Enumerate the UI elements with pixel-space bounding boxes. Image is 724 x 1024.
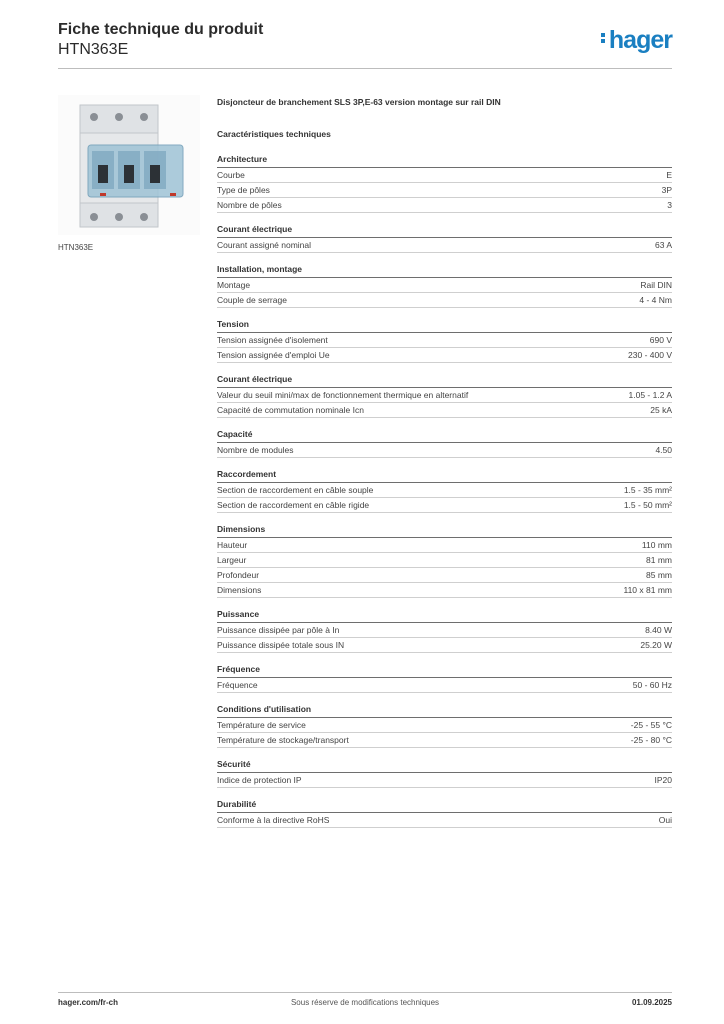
section-title: Capacité — [217, 428, 672, 443]
spec-section — [217, 318, 672, 363]
spec-label: Température de service — [217, 720, 306, 730]
spec-value: 25.20 W — [640, 640, 672, 650]
spec-label: Valeur du seuil mini/max de fonctionnement thermique en alternatif — [217, 390, 469, 400]
spec-row — [217, 293, 672, 308]
spec-section — [217, 373, 672, 418]
logo-dots-icon — [601, 31, 607, 45]
section-title: Installation, montage — [217, 263, 672, 278]
spec-label: Fréquence — [217, 680, 258, 690]
spec-row — [217, 733, 672, 748]
spec-section — [217, 523, 672, 598]
spec-section — [217, 428, 672, 458]
section-title: Sécurité — [217, 758, 672, 773]
spec-value: 1.5 - 35 mm² — [623, 485, 672, 495]
spec-value: 690 V — [649, 335, 672, 345]
spec-section — [217, 223, 672, 253]
spec-row — [217, 718, 672, 733]
header-divider — [58, 68, 672, 69]
spec-section — [217, 153, 672, 213]
spec-value: 3P — [661, 185, 672, 195]
spec-row — [217, 238, 672, 253]
footer-divider — [58, 992, 672, 993]
spec-section — [217, 468, 672, 513]
spec-row — [217, 538, 672, 553]
spec-section — [217, 663, 672, 693]
spec-label: Puissance dissipée totale sous IN — [217, 640, 345, 650]
spec-label: Hauteur — [217, 540, 248, 550]
spec-value: 8.40 W — [645, 625, 672, 635]
spec-row — [217, 623, 672, 638]
spec-label: Courant assigné nominal — [217, 240, 312, 250]
spec-label: Dimensions — [217, 585, 262, 595]
spec-value: 110 x 81 mm — [623, 585, 672, 595]
spec-label: Largeur — [217, 555, 247, 565]
spec-value: 81 mm — [646, 555, 672, 565]
footer-website[interactable]: hager.com/fr-ch — [58, 998, 119, 1007]
spec-value: 3 — [667, 200, 672, 210]
spec-label: Type de pôles — [217, 185, 270, 195]
section-title: Architecture — [217, 153, 672, 168]
spec-row — [217, 813, 672, 828]
spec-label: Section de raccordement en câble souple — [217, 485, 374, 495]
spec-section — [217, 263, 672, 308]
spec-label: Capacité de commutation nominale Icn — [217, 405, 364, 415]
section-title: Courant électrique — [217, 373, 672, 388]
section-title: Puissance — [217, 608, 672, 623]
spec-value: -25 - 55 °C — [630, 720, 672, 730]
spec-value: IP20 — [654, 775, 672, 785]
spec-label: Courbe — [217, 170, 245, 180]
footer-date: 01.09.2025 — [631, 998, 672, 1007]
hager-logo[interactable] — [601, 26, 672, 55]
spec-value: -25 - 80 °C — [630, 735, 672, 745]
spec-row — [217, 333, 672, 348]
spec-label: Section de raccordement en câble rigide — [217, 500, 370, 510]
spec-row — [217, 583, 672, 598]
product-image — [58, 95, 200, 235]
spec-label: Puissance dissipée par pôle à In — [217, 625, 340, 635]
spec-label: Profondeur — [217, 570, 260, 580]
section-title: Conditions d'utilisation — [217, 703, 672, 718]
spec-content — [217, 96, 672, 828]
spec-value: 63 A — [654, 240, 672, 250]
spec-label: Conforme à la directive RoHS — [217, 815, 330, 825]
section-title: Dimensions — [217, 523, 672, 538]
logo-text: hager — [608, 26, 672, 54]
spec-label: Nombre de pôles — [217, 200, 282, 210]
spec-label: Montage — [217, 280, 251, 290]
page-header — [58, 20, 672, 70]
spec-value: 25 kA — [650, 405, 672, 415]
section-title: Courant électrique — [217, 223, 672, 238]
section-title: Fréquence — [217, 663, 672, 678]
spec-row — [217, 483, 672, 498]
spec-value: Rail DIN — [640, 280, 672, 290]
spec-section — [217, 703, 672, 748]
spec-row — [217, 498, 672, 513]
spec-value: 4.50 — [655, 445, 672, 455]
spec-row — [217, 198, 672, 213]
section-title: Tension — [217, 318, 672, 333]
spec-label: Couple de serrage — [217, 295, 287, 305]
spec-label: Nombre de modules — [217, 445, 294, 455]
page-title: Fiche technique du produit — [58, 21, 264, 38]
spec-sections — [217, 153, 672, 828]
spec-section — [217, 758, 672, 788]
spec-value: 85 mm — [646, 570, 672, 580]
spec-row — [217, 168, 672, 183]
spec-row — [217, 553, 672, 568]
spec-row — [217, 638, 672, 653]
spec-value: 1.5 - 50 mm² — [623, 500, 672, 510]
spec-row — [217, 348, 672, 363]
spec-value: 110 mm — [641, 540, 672, 550]
spec-label: Indice de protection IP — [217, 775, 302, 785]
spec-heading: Caractéristiques techniques — [217, 129, 331, 139]
spec-value: 50 - 60 Hz — [632, 680, 672, 690]
spec-row — [217, 388, 672, 403]
spec-label: Tension assignée d'isolement — [217, 335, 328, 345]
spec-label: Température de stockage/transport — [217, 735, 349, 745]
spec-row — [217, 773, 672, 788]
spec-row — [217, 183, 672, 198]
spec-row — [217, 278, 672, 293]
spec-row — [217, 568, 672, 583]
spec-row — [217, 403, 672, 418]
product-description: Disjoncteur de branchement SLS 3P,E-63 version montage sur rail DIN — [217, 97, 501, 107]
spec-value: 1.05 - 1.2 A — [628, 390, 672, 400]
spec-row — [217, 678, 672, 693]
spec-row — [217, 443, 672, 458]
image-caption: HTN363E — [58, 243, 94, 252]
footer-disclaimer: Sous réserve de modifications techniques — [290, 998, 440, 1007]
product-code: HTN363E — [58, 41, 129, 58]
spec-value: 230 - 400 V — [628, 350, 672, 360]
spec-label: Tension assignée d'emploi Ue — [217, 350, 330, 360]
spec-value: Oui — [658, 815, 672, 825]
spec-section — [217, 798, 672, 828]
spec-value: 4 - 4 Nm — [639, 295, 672, 305]
spec-section — [217, 608, 672, 653]
spec-value: E — [666, 170, 672, 180]
section-title: Raccordement — [217, 468, 672, 483]
section-title: Durabilité — [217, 798, 672, 813]
